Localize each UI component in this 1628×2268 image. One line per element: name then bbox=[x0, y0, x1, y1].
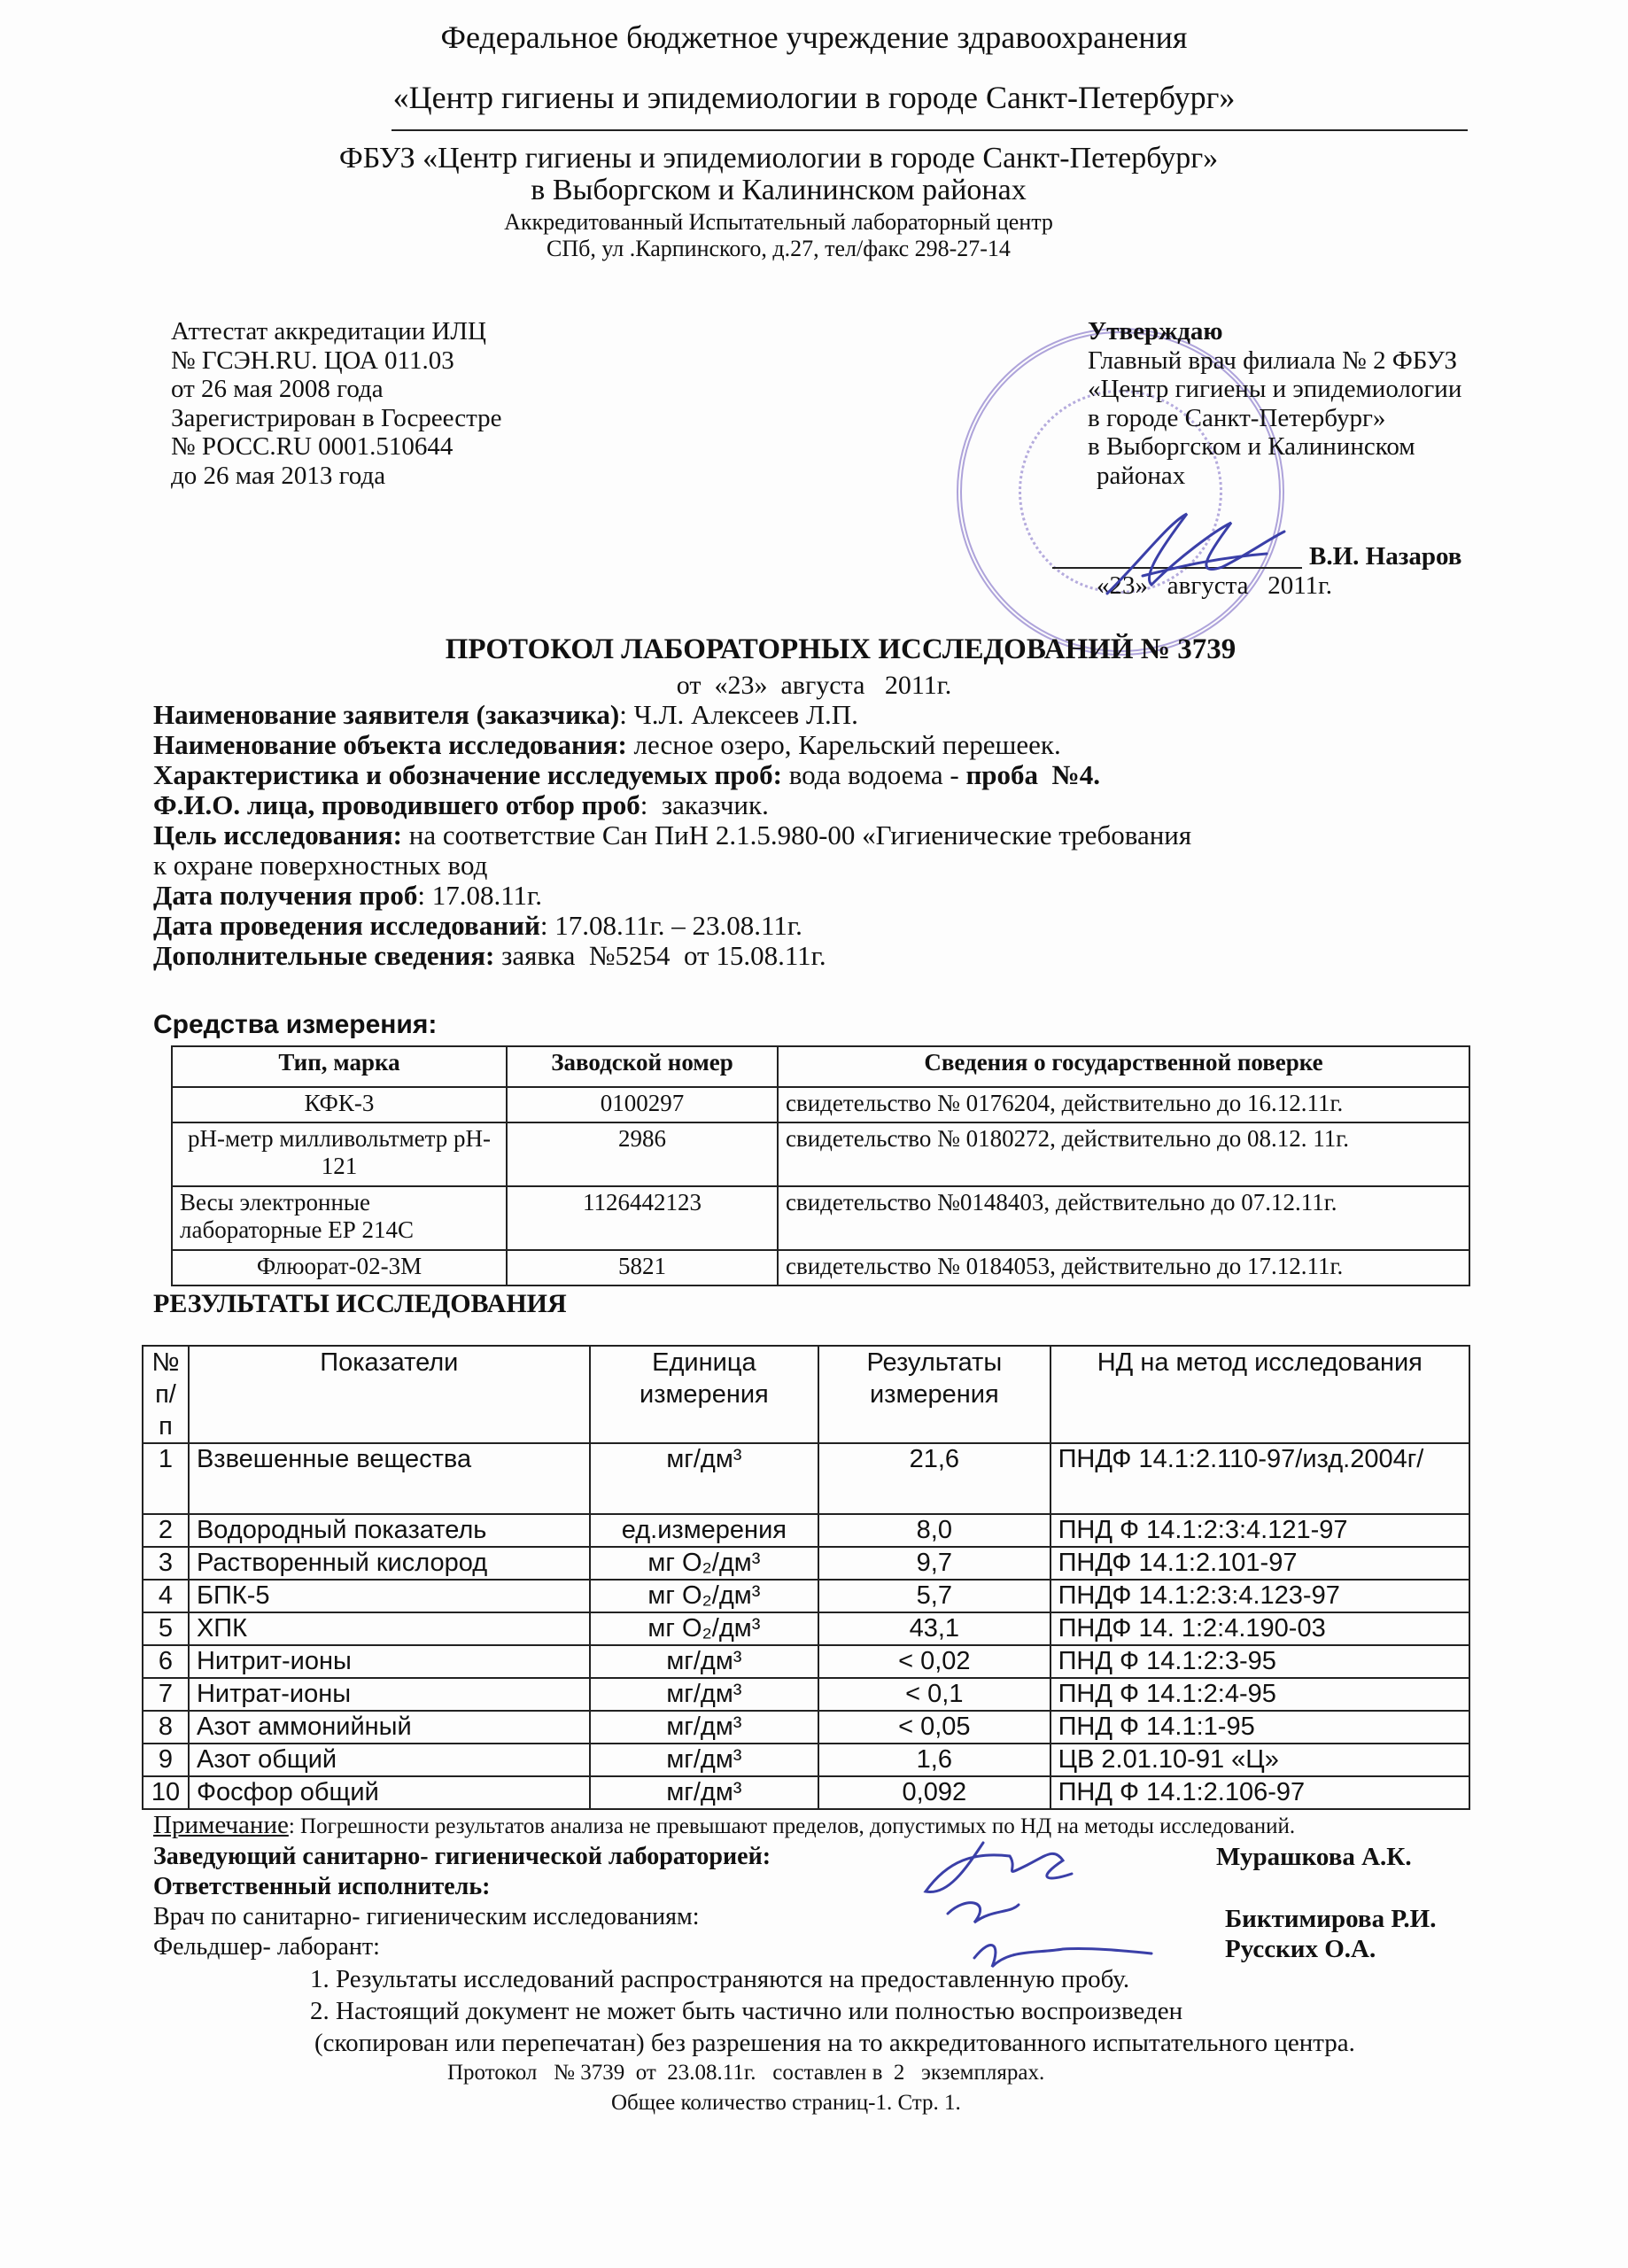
indicator-name: Фосфор общий bbox=[189, 1776, 590, 1809]
column-header: № п/п bbox=[143, 1346, 189, 1443]
approval-date: «23» августа 2011г. bbox=[1097, 571, 1333, 600]
approver-name: В.И. Назаров bbox=[1309, 542, 1462, 571]
row-number: 4 bbox=[143, 1580, 189, 1612]
method-reference: ЦВ 2.01.10-91 «Ц» bbox=[1050, 1744, 1469, 1776]
column-header: Тип, марка bbox=[172, 1046, 507, 1087]
responsible-label: Ответственный исполнитель: bbox=[153, 1873, 491, 1900]
indicator-name: Азот аммонийный bbox=[189, 1711, 590, 1744]
equipment-serial: 1126442123 bbox=[507, 1186, 778, 1250]
approval-line: районах bbox=[1097, 461, 1186, 490]
result-value: < 0,05 bbox=[818, 1711, 1050, 1744]
column-header: Показатели bbox=[189, 1346, 590, 1443]
branch-name-line1: ФБУЗ «Центр гигиены и эпидемиологии в городе Санкт-Петербург» bbox=[338, 142, 1219, 175]
unit: мг O₂/дм³ bbox=[590, 1547, 818, 1580]
accreditation-block bbox=[171, 317, 502, 490]
protocol-title: ПРОТОКОЛ ЛАБОРАТОРНЫХ ИССЛЕДОВАНИЙ № 3739 bbox=[445, 633, 1237, 665]
center-name: Аккредитованный Испытательный лабораторный центр bbox=[504, 209, 1053, 235]
column-header: Сведения о государственной поверке bbox=[778, 1046, 1469, 1087]
equipment-serial: 2986 bbox=[507, 1122, 778, 1186]
table-row bbox=[143, 1711, 1469, 1744]
method-reference: ПНД Ф 14.1:1-95 bbox=[1050, 1711, 1469, 1744]
equipment-serial: 0100297 bbox=[507, 1087, 778, 1122]
column-header: Единица измерения bbox=[590, 1346, 818, 1443]
field-sample: Характеристика и обозначение исследуемых проб: вода водоема - проба №4. bbox=[153, 759, 1100, 790]
approval-block bbox=[1088, 317, 1584, 490]
row-number: 9 bbox=[143, 1744, 189, 1776]
unit: мг/дм³ bbox=[590, 1645, 818, 1678]
head-label: Заведующий санитарно- гигиенической лабораторией: bbox=[153, 1843, 771, 1870]
table-row bbox=[143, 1580, 1469, 1612]
result-value: 8,0 bbox=[818, 1514, 1050, 1547]
field-applicant: Наименование заявителя (заказчика): Ч.Л. Алексеев Л.П. bbox=[153, 699, 858, 730]
staff-signatures-icon bbox=[912, 1834, 1213, 1984]
equipment-verification: свидетельство № 0184053, действительно до 17.12.11г. bbox=[778, 1250, 1469, 1285]
result-value: 21,6 bbox=[818, 1443, 1050, 1514]
head-name: Мурашкова А.К. bbox=[1216, 1843, 1412, 1871]
note-text: : Погрешности результатов анализа не превышают пределов, допустимых по НД на методы исследований. bbox=[288, 1814, 1296, 1838]
table-row bbox=[143, 1612, 1469, 1645]
approval-line: Главный врач филиала № 2 ФБУЗ bbox=[1088, 346, 1458, 375]
column-header: Результаты измерения bbox=[818, 1346, 1050, 1443]
field-research-dates: Дата проведения исследований: 17.08.11г. – 23.08.11г. bbox=[153, 910, 802, 941]
method-reference: ПНД Ф 14.1:2:4-95 bbox=[1050, 1678, 1469, 1711]
unit: мг/дм³ bbox=[590, 1678, 818, 1711]
equipment-section-title: Средства измерения: bbox=[153, 1010, 438, 1039]
unit: мг/дм³ bbox=[590, 1776, 818, 1809]
assistant-name: Русских О.А. bbox=[1225, 1935, 1376, 1963]
equipment-verification: свидетельство № 0180272, действительно до 08.12. 11г. bbox=[778, 1122, 1469, 1186]
row-number: 5 bbox=[143, 1612, 189, 1645]
field-sampler: Ф.И.О. лица, проводившего отбор проб: заказчик. bbox=[153, 789, 769, 820]
table-row bbox=[143, 1547, 1469, 1580]
method-reference: ПНДФ 14.1:2.101-97 bbox=[1050, 1547, 1469, 1580]
unit: мг/дм³ bbox=[590, 1711, 818, 1744]
result-value: < 0,1 bbox=[818, 1678, 1050, 1711]
equipment-type: КФК-3 bbox=[172, 1087, 507, 1122]
table-row bbox=[143, 1514, 1469, 1547]
result-value: 9,7 bbox=[818, 1547, 1050, 1580]
table-row bbox=[143, 1744, 1469, 1776]
approval-line: «Центр гигиены и эпидемиологии bbox=[1088, 375, 1462, 403]
indicator-name: ХПК bbox=[189, 1612, 590, 1645]
branch-name-line2: в Выборгском и Калининском районах bbox=[531, 174, 1027, 206]
row-number: 6 bbox=[143, 1645, 189, 1678]
note-label: Примечание bbox=[153, 1811, 289, 1839]
indicator-name: Азот общий bbox=[189, 1744, 590, 1776]
unit: мг O₂/дм³ bbox=[590, 1612, 818, 1645]
equipment-type: Флюорат-02-3М bbox=[172, 1250, 507, 1285]
results-section-title: РЕЗУЛЬТАТЫ ИССЛЕДОВАНИЯ bbox=[153, 1289, 567, 1318]
indicator-name: Растворенный кислород bbox=[189, 1547, 590, 1580]
approval-line: в городе Санкт-Петербург» bbox=[1088, 403, 1386, 432]
table-row bbox=[143, 1443, 1469, 1514]
notice-1: 1. Результаты исследований распространяются на предоставленную пробу. bbox=[310, 1965, 1130, 1993]
protocol-date: от «23» августа 2011г. bbox=[676, 671, 952, 700]
field-purpose: Цель исследования: на соответствие Сан ПиН 2.1.5.980-00 «Гигиенические требования bbox=[153, 819, 1192, 850]
equipment-type: Весы электронные лабораторные ЕР 214С bbox=[172, 1186, 507, 1250]
notice-2a: 2. Настоящий документ не может быть частично или полностью воспроизведен bbox=[310, 1997, 1183, 2025]
unit: мг/дм³ bbox=[590, 1744, 818, 1776]
accreditation-line: № ГСЭН.RU. ЦОА 011.03 bbox=[171, 346, 454, 375]
unit: мг O₂/дм³ bbox=[590, 1580, 818, 1612]
accreditation-line: от 26 мая 2008 года bbox=[171, 375, 384, 403]
assistant-label: Фельдшер- лаборант: bbox=[153, 1933, 380, 1961]
results-table bbox=[142, 1345, 1470, 1810]
column-header: Заводской номер bbox=[507, 1046, 778, 1087]
method-reference: ПНД Ф 14.1:2:3-95 bbox=[1050, 1645, 1469, 1678]
table-row bbox=[143, 1645, 1469, 1678]
copies-info: Протокол № 3739 от 23.08.11г. составлен в 2 экземплярах. bbox=[447, 2061, 1045, 2085]
unit: ед.измерения bbox=[590, 1514, 818, 1547]
method-reference: ПНД Ф 14.1:2.106-97 bbox=[1050, 1776, 1469, 1809]
method-reference: ПНДФ 14.1:2.110-97/изд.2004г/ bbox=[1050, 1443, 1469, 1514]
result-value: 0,092 bbox=[818, 1776, 1050, 1809]
center-address: СПб, ул .Карпинского, д.27, тел/факс 298-27-14 bbox=[547, 236, 1011, 261]
notice-2b: (скопирован или перепечатан) без разрешения на то аккредитованного испытательного центра. bbox=[314, 2029, 1355, 2057]
equipment-table bbox=[171, 1045, 1470, 1286]
table-header-row bbox=[172, 1046, 1469, 1087]
indicator-name: Нитрит-ионы bbox=[189, 1645, 590, 1678]
equipment-serial: 5821 bbox=[507, 1250, 778, 1285]
table-row bbox=[172, 1087, 1469, 1122]
method-reference: ПНДФ 14. 1:2:4.190-03 bbox=[1050, 1612, 1469, 1645]
result-value: < 0,02 bbox=[818, 1645, 1050, 1678]
column-header: НД на метод исследования bbox=[1050, 1346, 1469, 1443]
field-object: Наименование объекта исследования: лесное озеро, Карельский перешеек. bbox=[153, 729, 1061, 760]
accreditation-line: Зарегистрирован в Госреестре bbox=[171, 403, 502, 432]
row-number: 3 bbox=[143, 1547, 189, 1580]
row-number: 2 bbox=[143, 1514, 189, 1547]
table-row bbox=[172, 1250, 1469, 1285]
doctor-name: Биктимирова Р.И. bbox=[1225, 1905, 1437, 1933]
indicator-name: Взвешенные вещества bbox=[189, 1443, 590, 1514]
approval-title: Утверждаю bbox=[1088, 317, 1223, 346]
field-additional-info: Дополнительные сведения: заявка №5254 от 15.08.11г. bbox=[153, 940, 826, 971]
org-name-line2: «Центр гигиены и эпидемиологии в городе Санкт-Петербург» bbox=[392, 80, 1236, 115]
table-row bbox=[143, 1776, 1469, 1809]
equipment-type: pH-метр милливольтметр pH-121 bbox=[172, 1122, 507, 1186]
field-received-date: Дата получения проб: 17.08.11г. bbox=[153, 880, 543, 911]
accreditation-line: Аттестат аккредитации ИЛЦ bbox=[171, 317, 486, 346]
result-value: 1,6 bbox=[818, 1744, 1050, 1776]
unit: мг/дм³ bbox=[590, 1443, 818, 1514]
result-value: 5,7 bbox=[818, 1580, 1050, 1612]
indicator-name: Водородный показатель bbox=[189, 1514, 590, 1547]
field-purpose-cont: к охране поверхностных вод bbox=[153, 850, 488, 881]
doctor-label: Врач по санитарно- гигиеническим исследованиям: bbox=[153, 1903, 700, 1930]
row-number: 7 bbox=[143, 1678, 189, 1711]
table-row bbox=[143, 1678, 1469, 1711]
indicator-name: Нитрат-ионы bbox=[189, 1678, 590, 1711]
table-row bbox=[172, 1186, 1469, 1250]
row-number: 8 bbox=[143, 1711, 189, 1744]
approval-line: в Выборгском и Калининском bbox=[1088, 432, 1415, 461]
method-reference: ПНДФ 14.1:2:3:4.123-97 bbox=[1050, 1580, 1469, 1612]
equipment-verification: свидетельство №0148403, действительно до 07.12.11г. bbox=[778, 1186, 1469, 1250]
table-header-row bbox=[143, 1346, 1469, 1443]
row-number: 10 bbox=[143, 1776, 189, 1809]
org-name-line1: Федеральное бюджетное учреждение здравоохранения bbox=[440, 19, 1188, 55]
method-reference: ПНД Ф 14.1:2:3:4.121-97 bbox=[1050, 1514, 1469, 1547]
pages-info: Общее количество страниц-1. Стр. 1. bbox=[611, 2091, 961, 2115]
accreditation-line: № РОСС.RU 0001.510644 bbox=[171, 432, 454, 461]
accreditation-line: до 26 мая 2013 года bbox=[171, 461, 386, 490]
row-number: 1 bbox=[143, 1443, 189, 1514]
indicator-name: БПК-5 bbox=[189, 1580, 590, 1612]
protocol-fields bbox=[153, 700, 1570, 971]
table-row bbox=[172, 1122, 1469, 1186]
header-divider bbox=[391, 129, 1468, 131]
result-value: 43,1 bbox=[818, 1612, 1050, 1645]
chief-signature-icon bbox=[1089, 505, 1311, 602]
equipment-verification: свидетельство № 0176204, действительно до 16.12.11г. bbox=[778, 1087, 1469, 1122]
